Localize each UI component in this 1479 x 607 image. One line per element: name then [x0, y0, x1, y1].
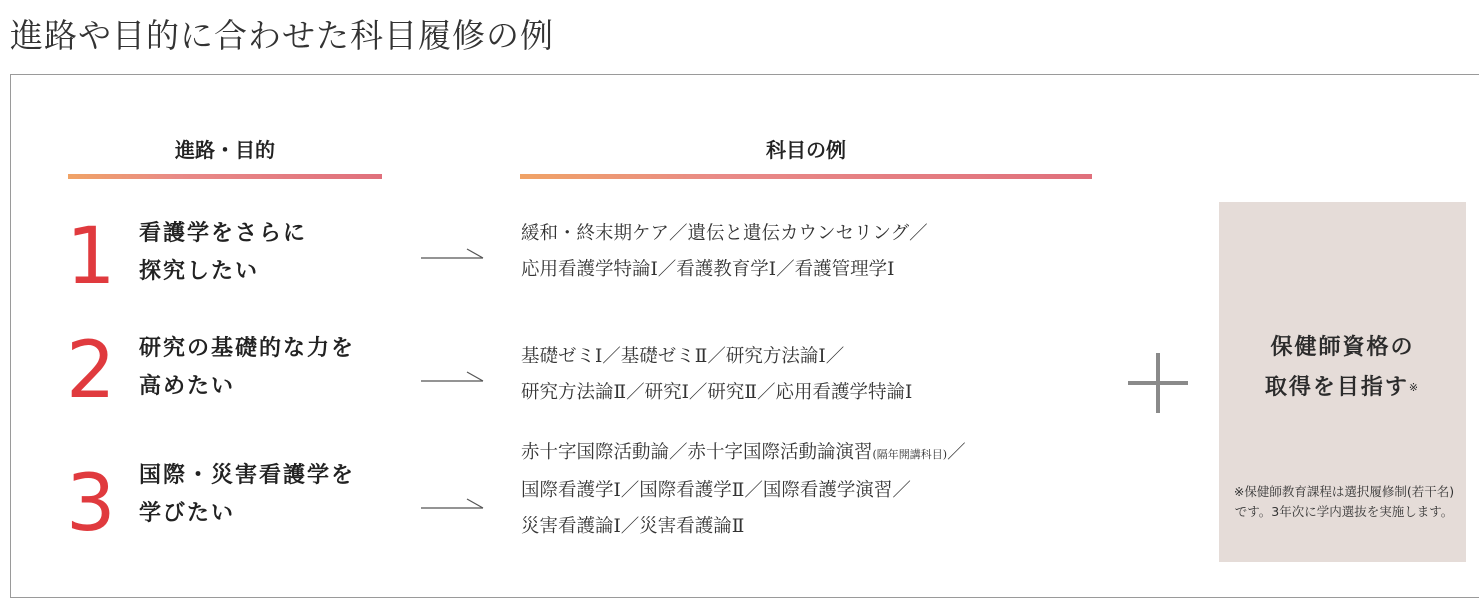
arrow-right-icon	[421, 493, 485, 513]
subject-line: 国際看護学Ⅰ／国際看護学Ⅱ／国際看護学演習／	[521, 480, 911, 501]
subject-line: 災害看護論Ⅰ／災害看護論Ⅱ	[521, 516, 745, 537]
subject-list	[521, 435, 966, 545]
certificate-title	[1219, 328, 1466, 408]
goal-line: 高めたい	[139, 374, 236, 399]
row-number: 2	[66, 326, 116, 416]
arrow-right-icon	[421, 366, 485, 386]
certificate-title-text: 取得を目指す	[1264, 375, 1409, 400]
column-underline-subjects	[520, 174, 1092, 179]
column-header-subjects: 科目の例	[766, 138, 846, 162]
public-health-nurse-box	[1219, 202, 1466, 562]
arrow-right-icon	[421, 243, 485, 263]
example-row-3	[11, 442, 1201, 555]
goal-text	[139, 330, 409, 406]
goal-line: 看護学をさらに	[139, 221, 308, 246]
subject-list	[521, 339, 912, 411]
course-example-panel	[10, 74, 1479, 598]
subject-line: 基礎ゼミⅠ／基礎ゼミⅡ／研究方法論Ⅰ／	[521, 346, 845, 367]
goal-line: 探究したい	[139, 259, 260, 284]
goal-text	[139, 457, 409, 533]
subject-list	[521, 216, 928, 288]
goal-line: 研究の基礎的な力を	[139, 336, 356, 361]
page-title: 進路や目的に合わせた科目履修の例	[10, 16, 554, 55]
example-row-2	[11, 326, 1201, 440]
note-mark: ※	[1408, 381, 1421, 394]
example-row-1	[11, 212, 1201, 325]
subject-separator: ／	[947, 442, 966, 463]
subject-line: 緩和・終末期ケア／遺伝と遺伝カウンセリング／	[521, 223, 928, 244]
goal-line: 国際・災害看護学を	[139, 463, 356, 488]
column-header-path: 進路・目的	[175, 138, 275, 162]
certificate-note: ※保健師教育課程は選択履修制(若干名)です。3年次に学内選抜を実施します。	[1233, 484, 1455, 519]
certificate-title-line	[1219, 368, 1466, 408]
alternate-year-note: (隔年開講科目)	[872, 448, 948, 461]
goal-text	[139, 215, 409, 291]
subject-text: 赤十字国際活動論／赤十字国際活動論演習	[521, 442, 873, 463]
column-underline-path	[68, 174, 382, 179]
subject-line	[521, 435, 966, 473]
subject-line: 応用看護学特論Ⅰ／看護教育学Ⅰ／看護管理学Ⅰ	[521, 259, 895, 280]
plus-icon	[1126, 351, 1190, 415]
row-number: 1	[66, 212, 116, 302]
goal-line: 学びたい	[139, 501, 236, 526]
certificate-title-line: 保健師資格の	[1270, 335, 1415, 360]
subject-line: 研究方法論Ⅱ／研究Ⅰ／研究Ⅱ／応用看護学特論Ⅰ	[521, 382, 913, 403]
row-number: 3	[66, 459, 116, 549]
